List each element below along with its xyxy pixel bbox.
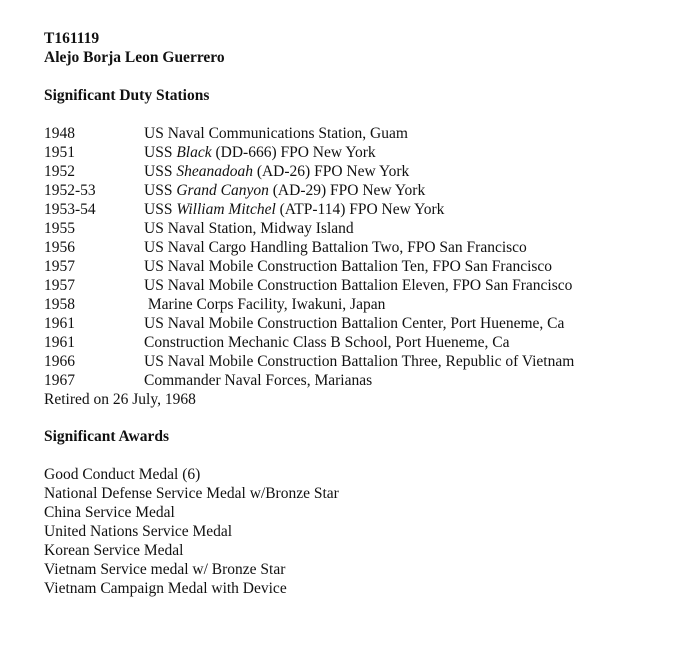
duty-station: US Naval Mobile Construction Battalion Center, Port Hueneme, Ca (144, 315, 565, 332)
duty-row (44, 371, 684, 390)
duty-station: US Naval Cargo Handling Battalion Two, FPO San Francisco (144, 239, 527, 256)
duty-year: 1951 (44, 144, 75, 161)
duty-year: 1967 (44, 372, 75, 389)
duty-row (44, 333, 684, 352)
awards-list (44, 465, 684, 598)
duty-station: USS Black (DD-666) FPO New York (144, 144, 376, 161)
duty-stations-heading: Significant Duty Stations (44, 87, 210, 104)
spacer (44, 409, 684, 427)
duty-year: 1956 (44, 239, 75, 256)
award-item: Good Conduct Medal (6) (44, 466, 201, 483)
award-item: China Service Medal (44, 504, 175, 521)
duty-year: 1953-54 (44, 201, 96, 218)
duty-row (44, 181, 684, 200)
duty-station: Commander Naval Forces, Marianas (144, 372, 373, 389)
retirement-date: Retired on 26 July, 1968 (44, 391, 196, 408)
spacer (44, 446, 684, 465)
spacer (44, 105, 684, 124)
duty-station: US Naval Mobile Construction Battalion Eleven, FPO San Francisco (144, 277, 573, 294)
duty-row (44, 200, 684, 219)
duty-row (44, 257, 684, 276)
duty-station: USS Sheanadoah (AD-26) FPO New York (144, 163, 410, 180)
duty-stations-list (44, 124, 684, 390)
duty-year: 1957 (44, 277, 75, 294)
duty-station: USS William Mitchel (ATP-114) FPO New York (144, 201, 445, 218)
duty-row (44, 352, 684, 371)
record-id: T161119 (44, 30, 100, 47)
duty-row (44, 295, 684, 314)
spacer (44, 67, 684, 86)
duty-row (44, 143, 684, 162)
award-item: Vietnam Campaign Medal with Device (44, 580, 287, 597)
duty-row (44, 276, 684, 295)
duty-year: 1966 (44, 353, 75, 370)
duty-year: 1961 (44, 334, 75, 351)
duty-station: US Naval Communications Station, Guam (144, 125, 408, 142)
award-item: Vietnam Service medal w/ Bronze Star (44, 561, 286, 578)
duty-year: 1957 (44, 258, 75, 275)
duty-year: 1955 (44, 220, 75, 237)
document-page (44, 29, 684, 598)
duty-station: Marine Corps Facility, Iwakuni, Japan (144, 296, 386, 313)
award-item: United Nations Service Medal (44, 523, 233, 540)
duty-station: US Naval Mobile Construction Battalion Ten, FPO San Francisco (144, 258, 553, 275)
duty-year: 1961 (44, 315, 75, 332)
award-item: National Defense Service Medal w/Bronze Star (44, 485, 339, 502)
person-name: Alejo Borja Leon Guerrero (44, 49, 225, 66)
duty-row (44, 124, 684, 143)
duty-station: Construction Mechanic Class B School, Port Hueneme, Ca (144, 334, 510, 351)
award-item: Korean Service Medal (44, 542, 184, 559)
duty-row (44, 238, 684, 257)
awards-heading: Significant Awards (44, 428, 170, 445)
duty-station: USS Grand Canyon (AD-29) FPO New York (144, 182, 426, 199)
duty-year: 1952 (44, 163, 75, 180)
duty-row (44, 314, 684, 333)
duty-year: 1952-53 (44, 182, 96, 199)
duty-year: 1958 (44, 296, 75, 313)
duty-year: 1948 (44, 125, 75, 142)
duty-station: US Naval Mobile Construction Battalion Three, Republic of Vietnam (144, 353, 575, 370)
duty-row (44, 219, 684, 238)
duty-station: US Naval Station, Midway Island (144, 220, 354, 237)
duty-row (44, 162, 684, 181)
